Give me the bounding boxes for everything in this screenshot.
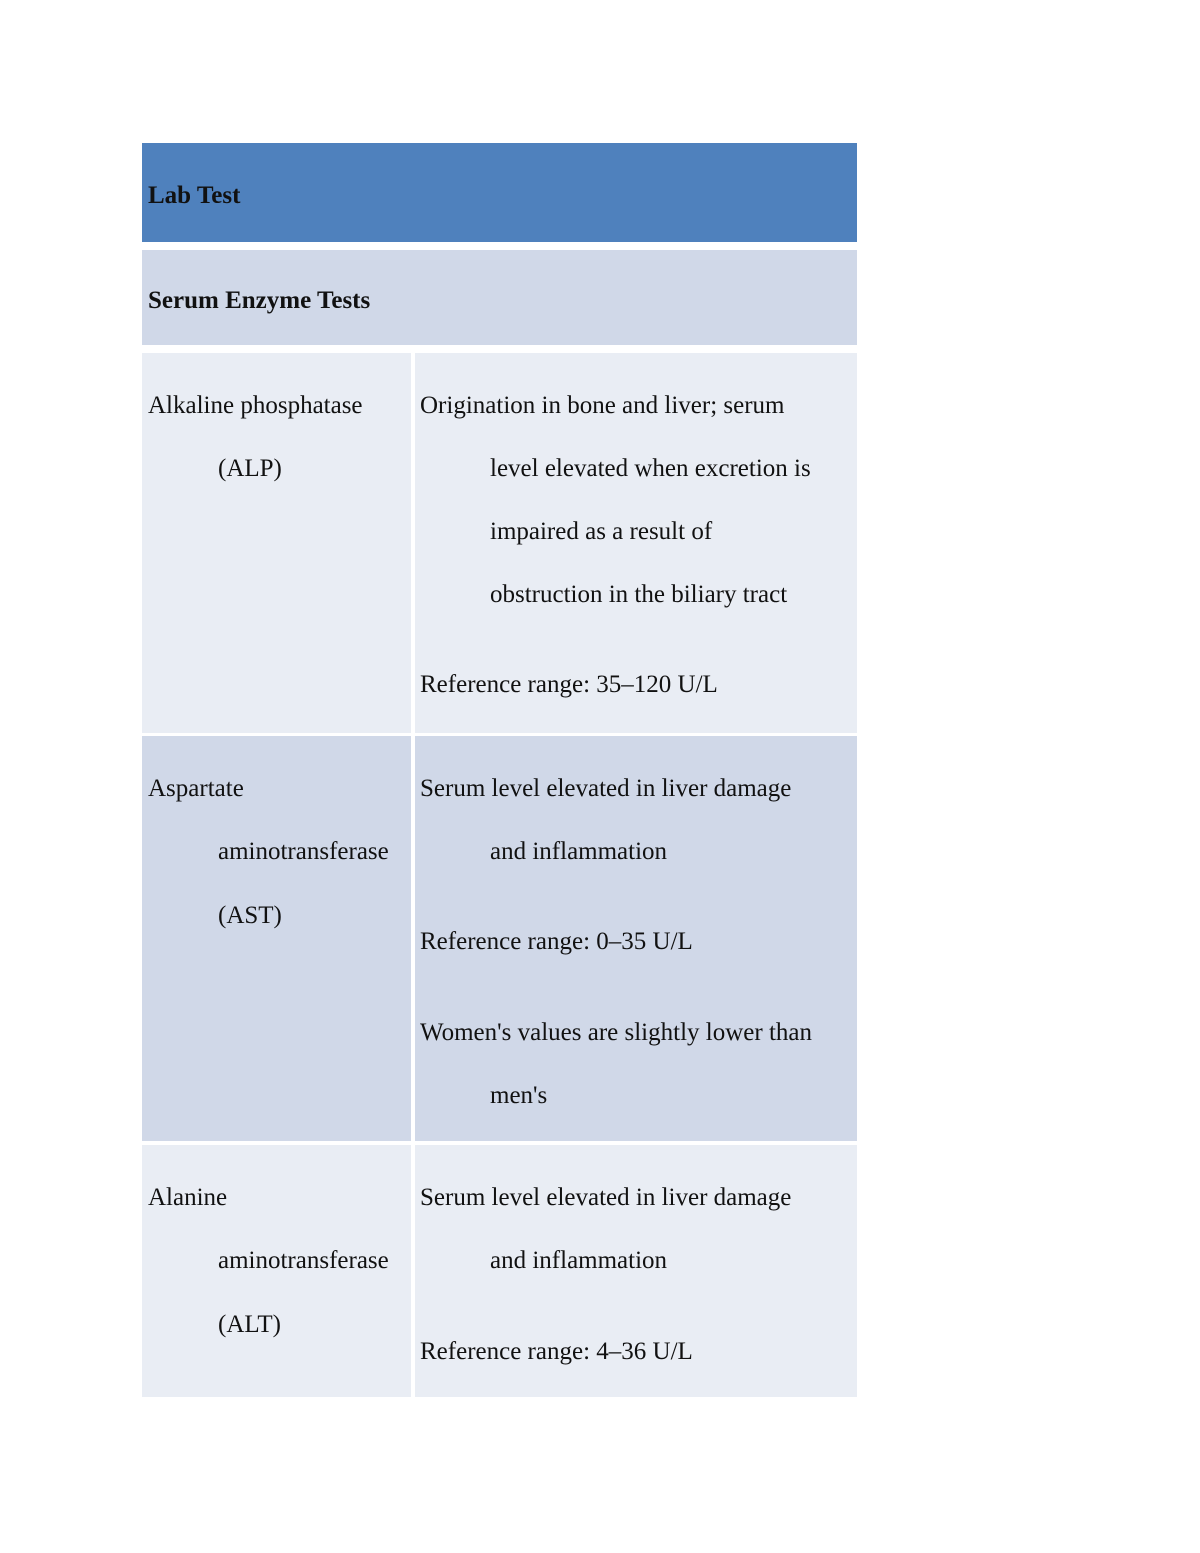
test-name-line: Aspartate [148, 775, 244, 802]
test-name-line: (ALP) [218, 455, 282, 482]
test-name-line: Alanine [148, 1184, 228, 1211]
description-line: level elevated when excretion is [490, 455, 811, 482]
description-line: and inflammation [490, 838, 668, 865]
description-line: Serum level elevated in liver damage [420, 775, 792, 802]
table-header-row [142, 143, 857, 242]
description-line: Origination in bone and liver; serum [420, 392, 785, 419]
description-line: impaired as a result of [490, 518, 713, 545]
reference-range: Reference range: 0–35 U/L [420, 928, 693, 955]
note-line: Women's values are slightly lower than [420, 1019, 812, 1046]
test-name-line: aminotransferase [218, 1247, 389, 1274]
reference-range: Reference range: 4–36 U/L [420, 1338, 693, 1365]
test-name-line: (ALT) [218, 1311, 281, 1338]
test-name-line: (AST) [218, 902, 282, 929]
description-line: obstruction in the biliary tract [490, 581, 788, 608]
table-row-alp-desc-cell [415, 353, 857, 733]
table-row-ast-name-cell [142, 736, 411, 1141]
note-line: men's [490, 1082, 548, 1109]
table-row-ast-desc-cell [415, 736, 857, 1141]
reference-range: Reference range: 35–120 U/L [420, 671, 718, 698]
table-row-alt-desc-cell [415, 1145, 857, 1397]
section-row [142, 250, 857, 345]
table-row-alp-name-cell [142, 353, 411, 733]
section-title: Serum Enzyme Tests [148, 287, 371, 314]
description-line: Serum level elevated in liver damage [420, 1184, 792, 1211]
table-row-alt-name-cell [142, 1145, 411, 1397]
test-name-line: Alkaline phosphatase [148, 392, 363, 419]
description-line: and inflammation [490, 1247, 668, 1274]
test-name-line: aminotransferase [218, 838, 389, 865]
table-header-label: Lab Test [148, 182, 241, 209]
